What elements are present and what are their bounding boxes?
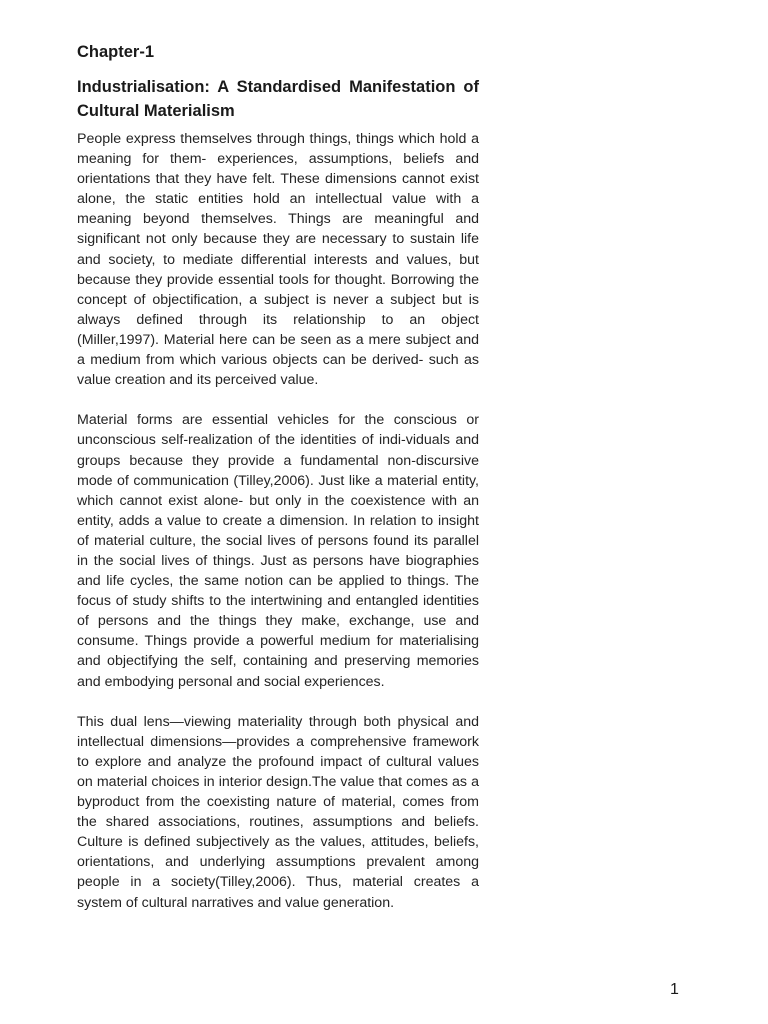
page-number: 1 [670,981,679,998]
document-page [77,40,479,933]
body-paragraph-2: Material forms are essential vehicles for the conscious or unconscious self-realization of the identities of indi-viduals and groups because they provide a fundamental non-discursive mode of communication (Tilley,2006). Just like a material entity, which cannot exist alone- but only in the coexistence with an entity, adds a value to create a dimension. In relation to insight of material culture, the social lives of persons found its parallel in the social lives of things. Just as persons have biographies and life cycles, the same notion can be applied to things. The focus of study shifts to the intertwining and entangled identities of persons and the things they make, exchange, use and consume. Things provide a powerful medium for materialising and objectifying the self, containing and preserving memories and embodying personal and social experiences. [77,412,479,690]
body-paragraph-3: This dual lens—viewing materiality through both physical and intellectual dimensions—provides a comprehensive framework to explore and analyze the profound impact of cultural values on material choices in interior design.The value that comes as a byproduct from the coexisting nature of material, comes from the shared associations, routines, assumptions and beliefs. Culture is defined subjectively as the values, attitudes, beliefs, orientations, and underlying assumptions prevalent among people in a society(Tilley,2006). Thus, material creates a system of cultural narratives and value generation. [77,713,479,911]
chapter-label: Chapter-1 [77,43,155,61]
body-paragraph-1: People express themselves through things, things which hold a meaning for them- experiences, assumptions, beliefs and orientations that they have felt. These dimensions cannot exist alone, the static entities hold an intellectual value with a meaning beyond themselves. Things are meaningful and significant not only because they are necessary to sustain life and society, to mediate differential interests and values, but because they provide essential tools for thought. Borrowing the concept of objectification, a subject is never a subject but is always defined through its relationship to an object (Miller,1997). Material here can be seen as a mere subject and a medium from which various objects can be derived- such as value creation and its perceived value. [77,131,479,389]
chapter-title: Industrialisation: A Standardised Manifestation of Cultural Materialism [77,78,479,120]
